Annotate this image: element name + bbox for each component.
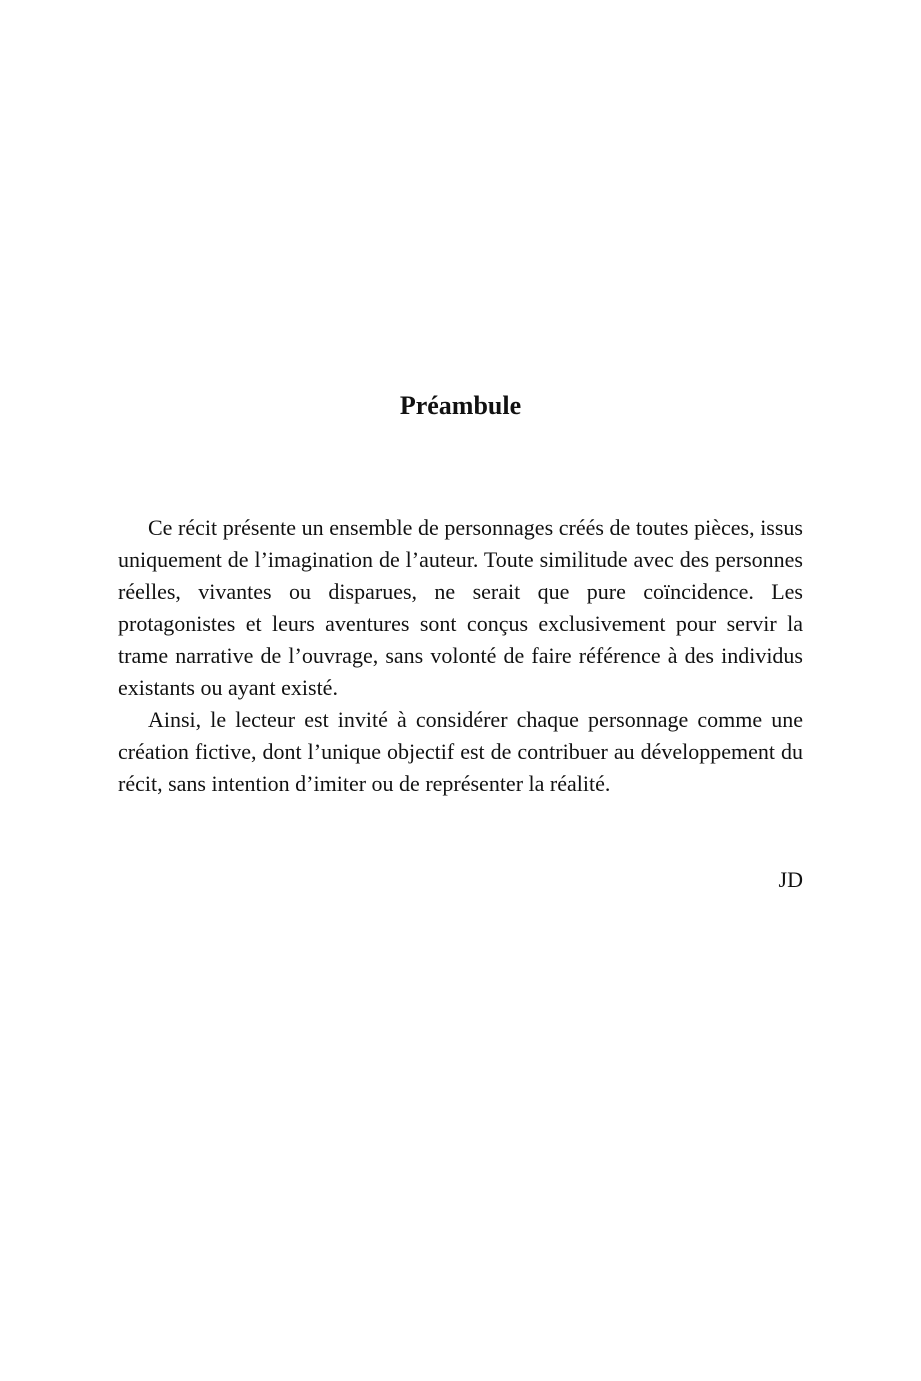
preamble-text <box>118 512 803 800</box>
preamble-paragraph-2: Ainsi, le lecteur est invité à considérer chaque personnage comme une création fictive, dont l’unique objectif est de contribuer au développement du récit, sans intention d’imiter ou de représenter la réalité. <box>118 707 803 796</box>
page-title: Préambule <box>399 391 522 420</box>
author-signature: JD <box>778 867 803 892</box>
preamble-paragraph-1: Ce récit présente un ensemble de personnages créés de toutes pièces, issus uniquement de l’imagination de l’auteur. Toute similitude avec des personnes réelles, vivantes ou disparues, ne serait que pure coïncidence. Les protagonistes et leurs aventures sont conçus exclusivement pour servir la trame narrative de l’ouvrage, sans volonté de faire référence à des individus existants ou ayant existé. <box>118 515 803 700</box>
